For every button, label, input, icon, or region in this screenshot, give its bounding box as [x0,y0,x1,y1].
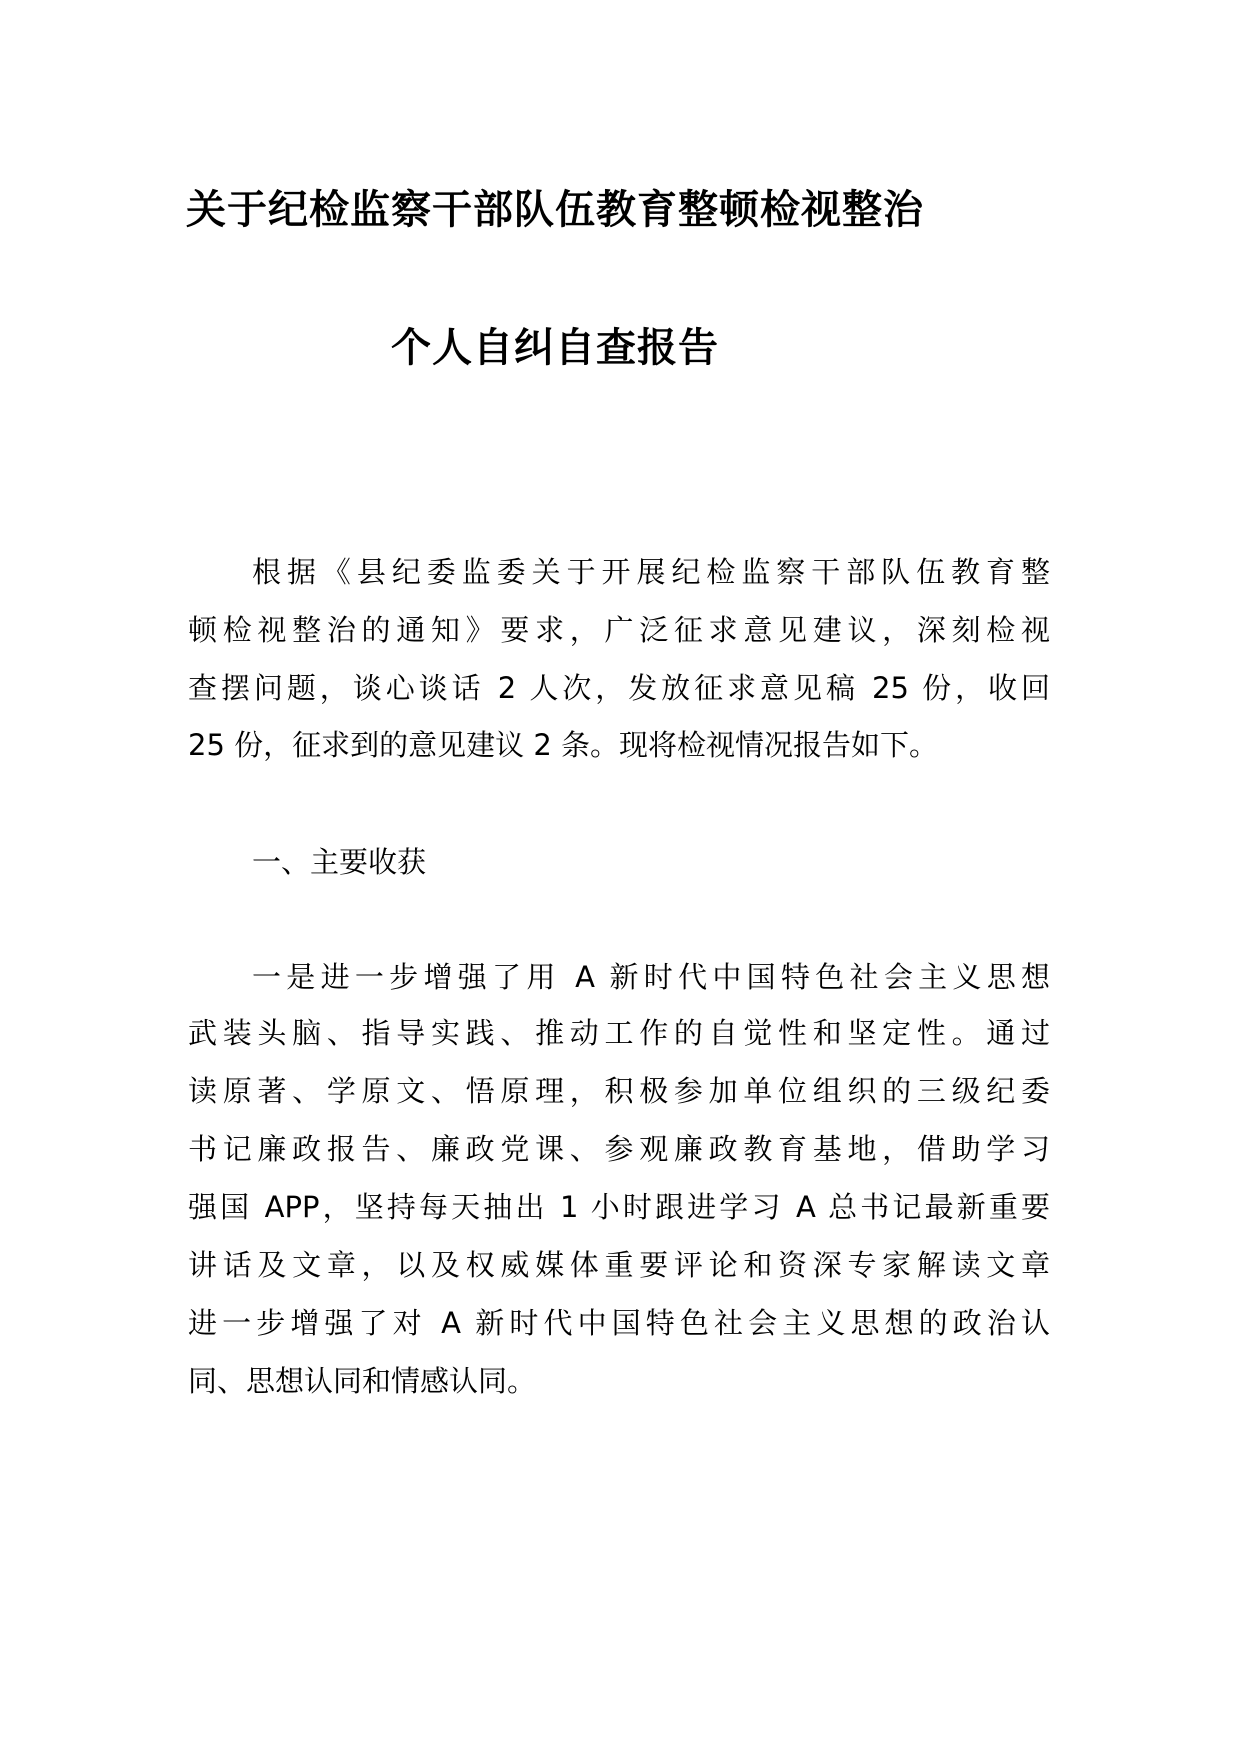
text-line: 书记廉政报告、廉政党课、参观廉政教育基地，借助学习 [188,1132,1050,1166]
text-line: 强国 APP，坚持每天抽出 1 小时跟进学习 A 总书记最新重要 [188,1190,1050,1224]
text-line: 25 份，征求到的意见建议 2 条。现将检视情况报告如下。 [188,728,939,762]
text-line: 顿检视整治的通知》要求，广泛征求意见建议，深刻检视 [188,613,1050,647]
text-line: 读原著、学原文、悟原理，积极参加单位组织的三级纪委 [188,1074,1050,1108]
title-line-2: 个人自纠自查报告 [391,325,719,371]
text-line: 同、思想认同和情感认同。 [188,1364,537,1398]
text-line: 进一步增强了对 A 新时代中国特色社会主义思想的政治认 [188,1306,1050,1340]
text-line: 讲话及文章，以及权威媒体重要评论和资深专家解读文章 [188,1248,1050,1282]
title-line-1: 关于纪检监察干部队伍教育整顿检视整治 [186,187,924,233]
text-line: 一是进一步增强了用 A 新时代中国特色社会主义思想 [252,960,1050,994]
heading-main-gains: 一、主要收获 [252,845,427,879]
text-line: 根据《县纪委监委关于开展纪检监察干部队伍教育整 [252,555,1050,589]
text-line: 武装头脑、指导实践、推动工作的自觉性和坚定性。通过 [188,1016,1050,1050]
text-line: 查摆问题，谈心谈话 2 人次，发放征求意见稿 25 份，收回 [188,671,1050,705]
